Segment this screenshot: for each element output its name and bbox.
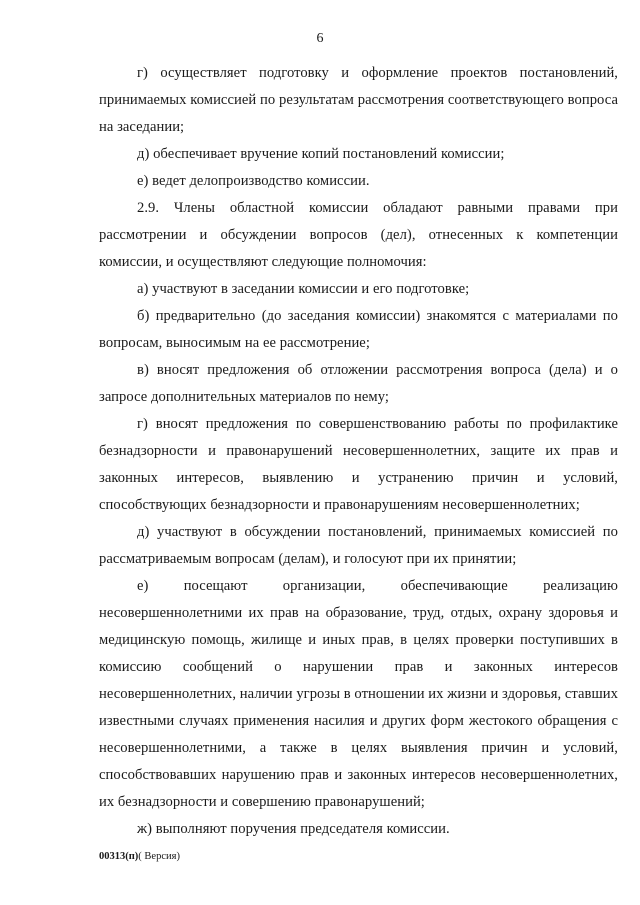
paragraph-zh-chairman-orders: ж) выполняют поручения председателя комиссии. [137,821,450,837]
paragraph-v-postpone-proposals: в) вносят предложения об отложении рассмотрения вопроса (дела) и о запросе дополнительных материалов по нему; [99,362,618,405]
paragraph-g-improvement-proposals: г) вносят предложения по совершенствованию работы по профилактике безнадзорности и правонарушений несовершеннолетних, защите их прав и законных интересов, выявлению и устранению причин и условий, способствующих безнадзорности и правонарушениям несовершеннолетних; [99,416,618,513]
paragraph-g-prepares-drafts: г) осуществляет подготовку и оформление проектов постановлений, принимаемых комиссией по результатам рассмотрения соответствующего вопроса на заседании; [99,65,618,135]
document-footer [99,850,180,864]
paragraph-d-delivers-copies: д) обеспечивает вручение копий постановлений комиссии; [137,146,505,162]
document-code: 00313(п) [99,851,139,862]
document-body [99,60,618,843]
paragraph-e-visit-organizations: е) посещают организации, обеспечивающие реализацию несовершеннолетними их прав на образование, труд, отдых, охрану здоровья и медицинскую помощь, жилище и иных прав, в целях проверки поступивших в комиссию сообщений о нарушении прав и законных интересов несовершеннолетних, наличии угрозы в отношении их жизни и здоровья, ставших известными случаях применения насилия и других форм жестокого обращения с несовершеннолетними, а также в целях выявления причин и условий, способствовавших нарушению прав и законных интересов несовершеннолетних, их безнадзорности и совершению правонарушений; [99,578,618,810]
paragraph-a-participate-meeting: а) участвуют в заседании комиссии и его подготовке; [137,281,470,297]
paragraph-2-9-members-rights: 2.9. Члены областной комиссии обладают равными правами при рассмотрении и обсуждении вопросов (дел), отнесенных к компетенции комиссии, и осуществляют следующие полномочия: [99,200,618,270]
page-number: 6 [316,31,324,46]
document-version: ( Версия) [138,851,180,862]
paragraph-e-record-keeping: е) ведет делопроизводство комиссии. [137,173,370,189]
paragraph-b-review-materials: б) предварительно (до заседания комиссии) знакомятся с материалами по вопросам, выносимым на ее рассмотрение; [99,308,618,351]
paragraph-d-discuss-resolutions: д) участвуют в обсуждении постановлений, принимаемых комиссией по рассматриваемым вопросам (делам), и голосуют при их принятии; [99,524,618,567]
